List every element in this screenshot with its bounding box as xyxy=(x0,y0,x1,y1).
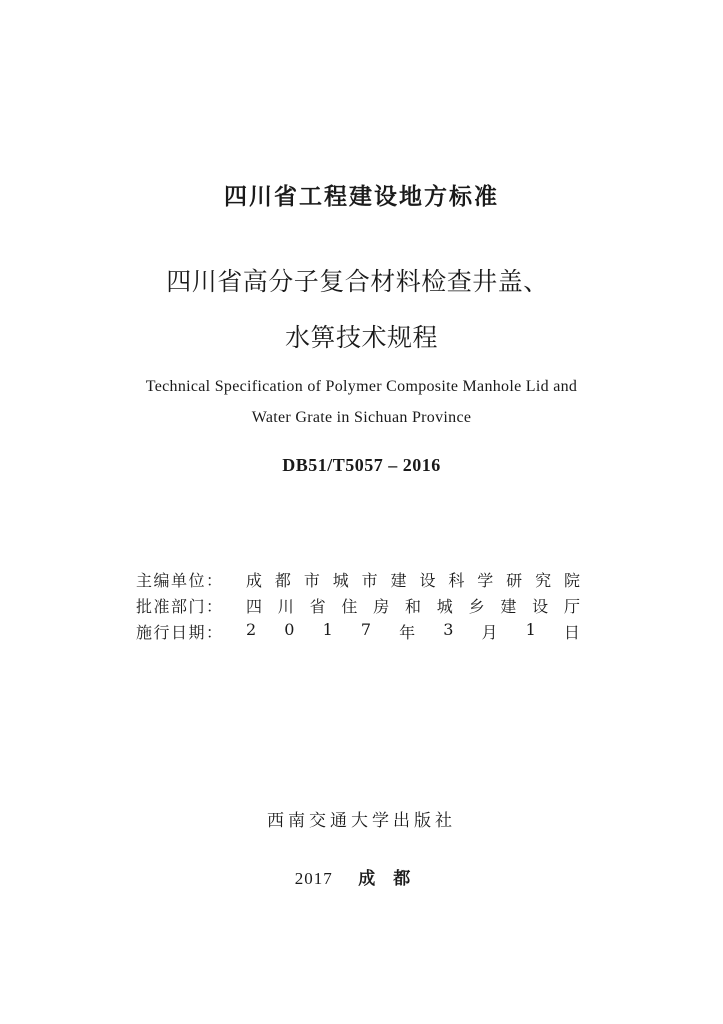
info-value-char: 3 xyxy=(443,619,454,639)
info-value-char: 城 xyxy=(332,570,349,590)
info-value-char: 和 xyxy=(404,596,421,616)
info-value-char: 究 xyxy=(535,570,552,590)
info-value-char: 市 xyxy=(303,570,320,590)
info-table xyxy=(136,566,580,644)
info-value-char: 住 xyxy=(341,596,358,616)
info-value-char: 成 xyxy=(246,570,263,590)
info-value xyxy=(246,568,580,591)
info-value-char: 城 xyxy=(436,596,453,616)
publication-year: 2017 xyxy=(294,869,333,888)
info-label: 批准部门： xyxy=(136,596,224,616)
info-value-char: 四 xyxy=(246,596,263,616)
info-value-char: 2 xyxy=(246,619,257,639)
english-title-line-1: Technical Specification of Polymer Composite Manhole Lid and xyxy=(145,378,578,395)
info-value-char: 1 xyxy=(322,619,333,639)
publisher: 西南交通大学出版社 xyxy=(267,811,456,831)
info-row-effective-date xyxy=(136,618,580,644)
info-value-char: 房 xyxy=(373,596,390,616)
info-value-char: 设 xyxy=(532,596,549,616)
info-value-char: 学 xyxy=(477,570,494,590)
info-value-char: 院 xyxy=(563,570,580,590)
info-value-char: 科 xyxy=(448,570,465,590)
info-value-char: 乡 xyxy=(468,596,485,616)
standard-series-title: 四川省工程建设地方标准 xyxy=(224,184,499,210)
standard-code: DB51/T5057 – 2016 xyxy=(282,455,441,475)
info-value-char: 设 xyxy=(419,570,436,590)
chinese-title-line-1: 四川省高分子复合材料检查井盖、 xyxy=(166,267,549,296)
info-value-char: 日 xyxy=(563,622,580,642)
english-title-line-2: Water Grate in Sichuan Province xyxy=(251,409,472,426)
info-value-char: 川 xyxy=(277,596,294,616)
info-value xyxy=(246,594,580,617)
publication-place-line xyxy=(0,864,723,889)
info-value-char: 厅 xyxy=(563,596,580,616)
info-value-char: 建 xyxy=(500,596,517,616)
info-value-char: 年 xyxy=(399,622,416,642)
info-value-char: 省 xyxy=(309,596,326,616)
info-value-char: 都 xyxy=(274,570,291,590)
info-value-char: 研 xyxy=(506,570,523,590)
info-label: 主编单位： xyxy=(136,570,224,590)
chinese-title-line-2: 水箅技术规程 xyxy=(284,323,438,352)
info-value-char: 1 xyxy=(525,619,536,639)
publication-city: 成都 xyxy=(358,869,429,889)
info-value-char: 建 xyxy=(390,570,407,590)
info-value-char: 月 xyxy=(481,622,498,642)
info-row-editor xyxy=(136,566,580,592)
info-value-char: 7 xyxy=(360,619,372,639)
info-label: 施行日期： xyxy=(136,622,224,642)
info-value xyxy=(246,620,580,643)
info-value-char: 市 xyxy=(361,570,378,590)
info-value-char: 0 xyxy=(284,619,295,639)
info-row-approver xyxy=(136,592,580,618)
